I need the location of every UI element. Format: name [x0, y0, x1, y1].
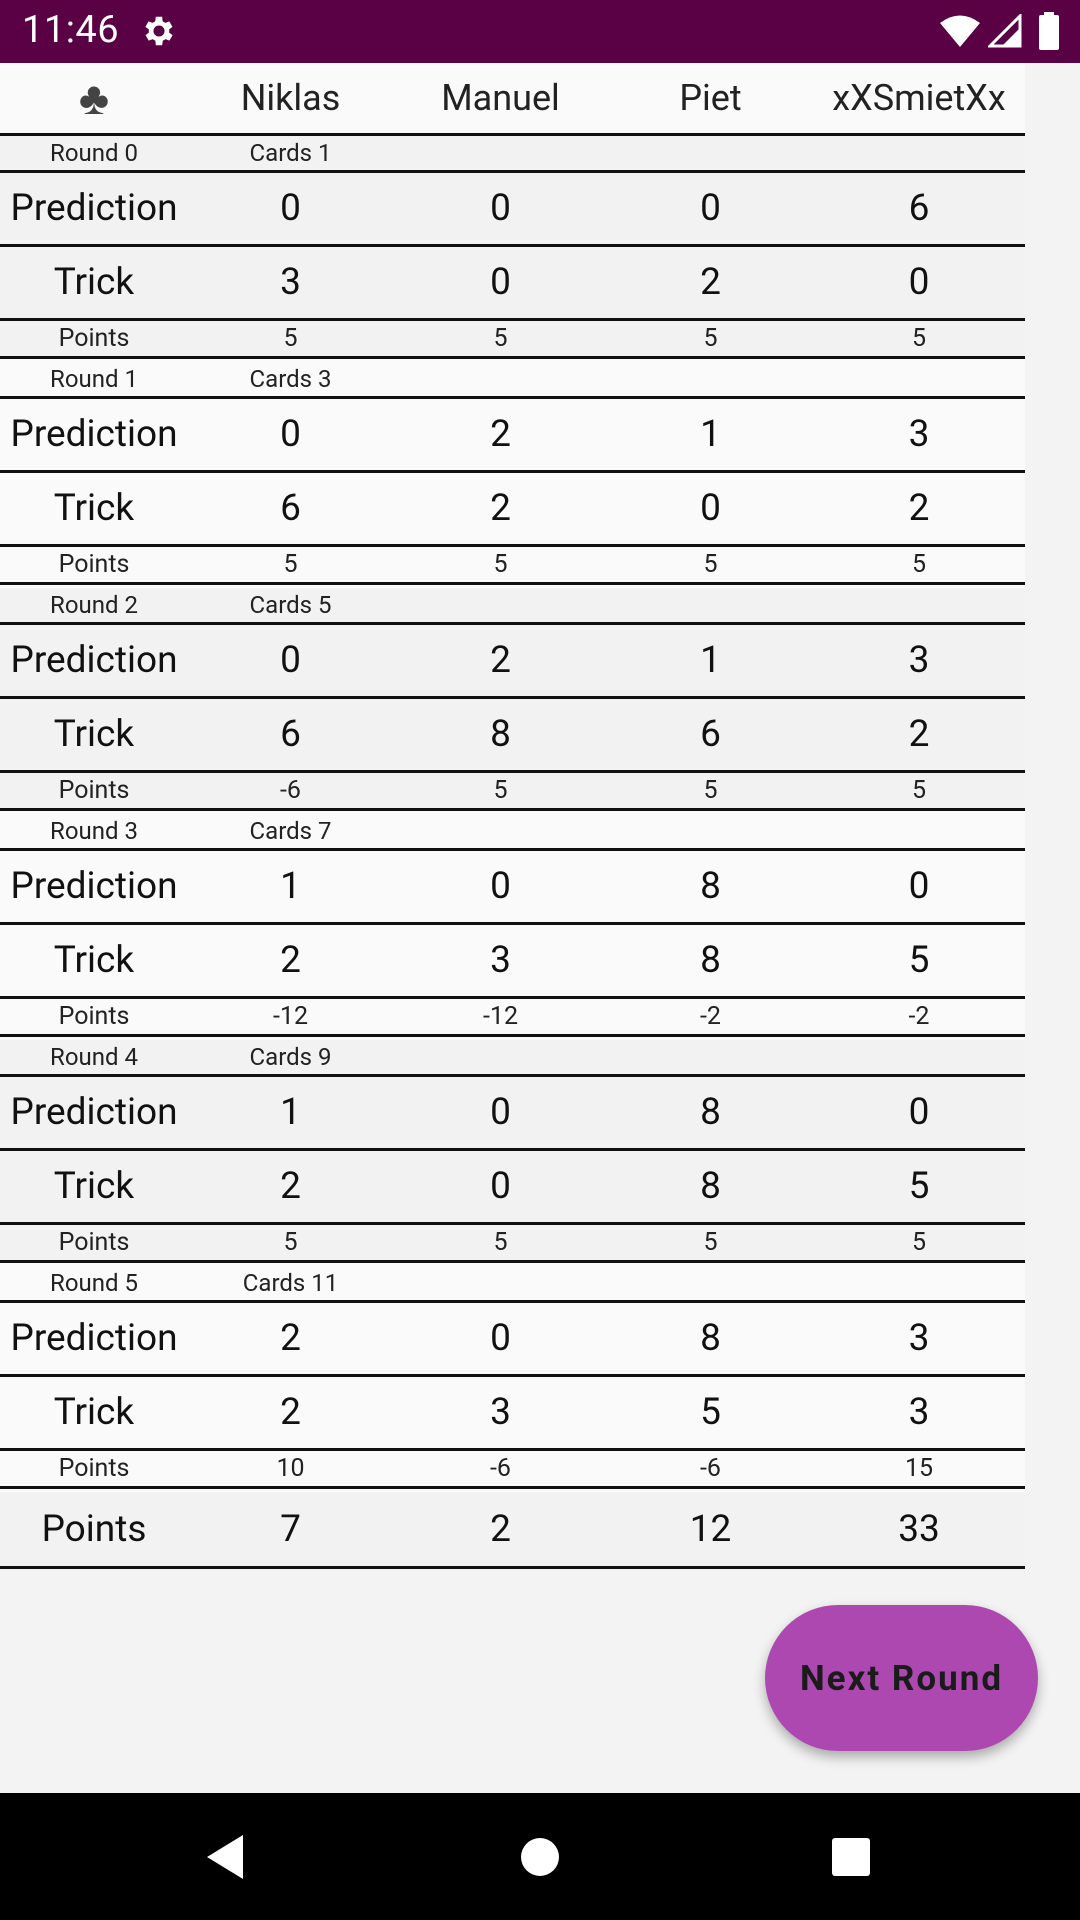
- round-header-row: [0, 588, 1025, 622]
- prediction-value[interactable]: 2: [490, 413, 511, 456]
- round-header-row: [0, 1266, 1025, 1300]
- trick-value[interactable]: 3: [280, 261, 301, 304]
- trick-label: Trick: [53, 487, 135, 530]
- points-row: [0, 999, 1025, 1034]
- round-label: Round 5: [50, 1269, 138, 1297]
- trick-value[interactable]: 2: [700, 261, 721, 304]
- prediction-value[interactable]: 0: [280, 639, 301, 682]
- prediction-value[interactable]: 2: [280, 1317, 301, 1360]
- divider: [0, 1260, 1025, 1263]
- points-value: -6: [280, 776, 301, 805]
- prediction-value[interactable]: 0: [490, 865, 511, 908]
- trick-value[interactable]: 0: [490, 261, 511, 304]
- trick-value[interactable]: 6: [700, 713, 721, 756]
- total-points-value: 2: [490, 1507, 511, 1551]
- cards-label: Cards 5: [249, 591, 332, 619]
- next-round-button[interactable]: Next Round: [765, 1605, 1038, 1751]
- trick-value[interactable]: 2: [908, 487, 930, 530]
- points-value: 5: [283, 324, 298, 353]
- prediction-value[interactable]: 2: [490, 639, 511, 682]
- prediction-value[interactable]: 3: [908, 1317, 930, 1360]
- divider: [0, 808, 1025, 811]
- trick-row: [0, 247, 1025, 318]
- prediction-value[interactable]: 1: [700, 639, 721, 682]
- points-value: 5: [493, 776, 508, 805]
- points-label: Points: [58, 550, 130, 579]
- trick-value[interactable]: 3: [490, 939, 511, 982]
- trick-value[interactable]: 0: [700, 487, 721, 530]
- prediction-value[interactable]: 3: [908, 639, 930, 682]
- status-time: 11:46: [22, 8, 120, 52]
- prediction-value[interactable]: 6: [908, 187, 930, 230]
- trick-value[interactable]: 5: [700, 1391, 721, 1434]
- round-label: Round 3: [50, 817, 138, 845]
- divider: [0, 1034, 1025, 1037]
- prediction-row: [0, 851, 1025, 922]
- recents-square-icon: [831, 1837, 871, 1877]
- prediction-value[interactable]: 0: [908, 865, 930, 908]
- prediction-row: [0, 1303, 1025, 1374]
- trump-suit-indicator[interactable]: [0, 63, 188, 133]
- cards-label: Cards 9: [249, 1043, 332, 1071]
- prediction-row: [0, 399, 1025, 470]
- points-label: Points: [58, 1002, 130, 1031]
- points-value: 15: [904, 1454, 934, 1483]
- home-circle-icon: [520, 1837, 560, 1877]
- points-value: -12: [272, 1002, 308, 1031]
- points-label: Points: [58, 1454, 130, 1483]
- settings-gear-icon: [140, 12, 178, 50]
- player-name: xXSmietXx: [832, 77, 1006, 119]
- trick-label: Trick: [53, 713, 135, 756]
- trick-value[interactable]: 3: [490, 1391, 511, 1434]
- recents-button[interactable]: [806, 1793, 896, 1920]
- prediction-value[interactable]: 0: [280, 413, 301, 456]
- prediction-row: [0, 1077, 1025, 1148]
- points-value: 5: [493, 550, 508, 579]
- home-button[interactable]: [495, 1793, 585, 1920]
- prediction-value[interactable]: 8: [700, 1317, 721, 1360]
- player-name: Piet: [679, 77, 742, 119]
- prediction-label: Prediction: [10, 639, 178, 682]
- trick-value[interactable]: 2: [490, 487, 511, 530]
- trick-row: [0, 699, 1025, 770]
- trick-row: [0, 473, 1025, 544]
- prediction-value[interactable]: 0: [490, 1091, 511, 1134]
- total-points-row: [0, 1492, 1025, 1566]
- player-name: Manuel: [441, 77, 560, 119]
- round-header-row: [0, 136, 1025, 170]
- points-label: Points: [58, 776, 130, 805]
- prediction-value[interactable]: 8: [700, 865, 721, 908]
- points-row: [0, 1225, 1025, 1260]
- wifi-icon: [940, 14, 980, 48]
- back-triangle-icon: [203, 1833, 247, 1881]
- prediction-label: Prediction: [10, 1317, 178, 1360]
- cards-label: Cards 1: [249, 139, 332, 167]
- cards-label: Cards 11: [242, 1269, 339, 1297]
- prediction-label: Prediction: [10, 413, 178, 456]
- divider: [0, 582, 1025, 585]
- trick-value[interactable]: 2: [908, 713, 930, 756]
- trick-value[interactable]: 0: [908, 261, 930, 304]
- trick-value[interactable]: 2: [280, 939, 301, 982]
- trick-value[interactable]: 5: [908, 1165, 930, 1208]
- total-points-label: Points: [41, 1507, 147, 1551]
- points-row: [0, 321, 1025, 356]
- prediction-label: Prediction: [10, 187, 178, 230]
- round-header-row: [0, 1040, 1025, 1074]
- prediction-label: Prediction: [10, 865, 178, 908]
- trick-value[interactable]: 8: [700, 939, 721, 982]
- trick-value[interactable]: 6: [280, 713, 301, 756]
- divider: [0, 1566, 1025, 1569]
- trick-row: [0, 1151, 1025, 1222]
- divider: [0, 1486, 1025, 1489]
- trick-label: Trick: [53, 1165, 135, 1208]
- trick-value[interactable]: 5: [908, 939, 930, 982]
- points-value: 5: [703, 550, 718, 579]
- points-value: -2: [908, 1002, 930, 1031]
- round-label: Round 2: [50, 591, 138, 619]
- trick-value[interactable]: 8: [700, 1165, 721, 1208]
- total-points-value: 7: [280, 1507, 301, 1551]
- points-value: 10: [276, 1454, 305, 1483]
- cards-label: Cards 3: [249, 365, 332, 393]
- total-points-value: 33: [898, 1507, 940, 1551]
- points-value: 5: [911, 324, 927, 353]
- round-label: Round 4: [50, 1043, 138, 1071]
- prediction-value[interactable]: 0: [700, 187, 721, 230]
- trick-label: Trick: [53, 261, 135, 304]
- prediction-value[interactable]: 0: [908, 1091, 930, 1134]
- prediction-value[interactable]: 8: [700, 1091, 721, 1134]
- score-table: [0, 63, 1025, 1565]
- prediction-value[interactable]: 3: [908, 413, 930, 456]
- trick-value[interactable]: 6: [280, 487, 301, 530]
- prediction-row: [0, 625, 1025, 696]
- prediction-value[interactable]: 0: [490, 187, 511, 230]
- divider: [0, 356, 1025, 359]
- player-name: Niklas: [240, 77, 341, 119]
- points-row: [0, 1451, 1025, 1486]
- points-label: Points: [58, 1228, 130, 1257]
- points-label: Points: [58, 324, 130, 353]
- points-value: 5: [283, 1228, 298, 1257]
- points-value: -6: [490, 1454, 511, 1483]
- total-points-value: 12: [689, 1507, 732, 1551]
- round-label: Round 1: [50, 365, 138, 393]
- round-header-row: [0, 362, 1025, 396]
- points-value: 5: [703, 324, 718, 353]
- round-label: Round 0: [50, 139, 138, 167]
- points-value: 5: [703, 1228, 718, 1257]
- points-value: -2: [700, 1002, 721, 1031]
- prediction-value[interactable]: 0: [490, 1317, 511, 1360]
- trick-row: [0, 925, 1025, 996]
- trick-label: Trick: [53, 939, 135, 982]
- prediction-value[interactable]: 1: [280, 1091, 301, 1134]
- points-value: 5: [493, 324, 508, 353]
- trick-value[interactable]: 2: [280, 1165, 301, 1208]
- prediction-label: Prediction: [10, 1091, 178, 1134]
- cards-label: Cards 7: [249, 817, 332, 845]
- back-button[interactable]: [180, 1793, 270, 1920]
- points-value: 5: [703, 776, 718, 805]
- points-value: 5: [283, 550, 298, 579]
- points-value: 5: [911, 776, 927, 805]
- prediction-value[interactable]: 1: [280, 865, 301, 908]
- trick-value[interactable]: 0: [490, 1165, 511, 1208]
- points-value: -12: [482, 1002, 518, 1031]
- prediction-row: [0, 173, 1025, 244]
- points-row: [0, 773, 1025, 808]
- club-icon: ♣: [78, 71, 110, 126]
- trick-value[interactable]: 8: [490, 713, 511, 756]
- navigation-bar: [0, 1793, 1080, 1920]
- round-header-row: [0, 814, 1025, 848]
- points-value: 5: [493, 1228, 508, 1257]
- points-value: 5: [911, 550, 927, 579]
- trick-row: [0, 1377, 1025, 1448]
- signal-icon: [988, 14, 1022, 48]
- status-bar: [0, 0, 1080, 63]
- points-row: [0, 547, 1025, 582]
- trick-label: Trick: [53, 1391, 135, 1434]
- header-row: [0, 63, 1025, 133]
- battery-icon: [1038, 12, 1060, 50]
- prediction-value[interactable]: 1: [700, 413, 721, 456]
- trick-value[interactable]: 3: [908, 1391, 930, 1434]
- trick-value[interactable]: 2: [280, 1391, 301, 1434]
- prediction-value[interactable]: 0: [280, 187, 301, 230]
- points-value: -6: [700, 1454, 721, 1483]
- points-value: 5: [911, 1228, 927, 1257]
